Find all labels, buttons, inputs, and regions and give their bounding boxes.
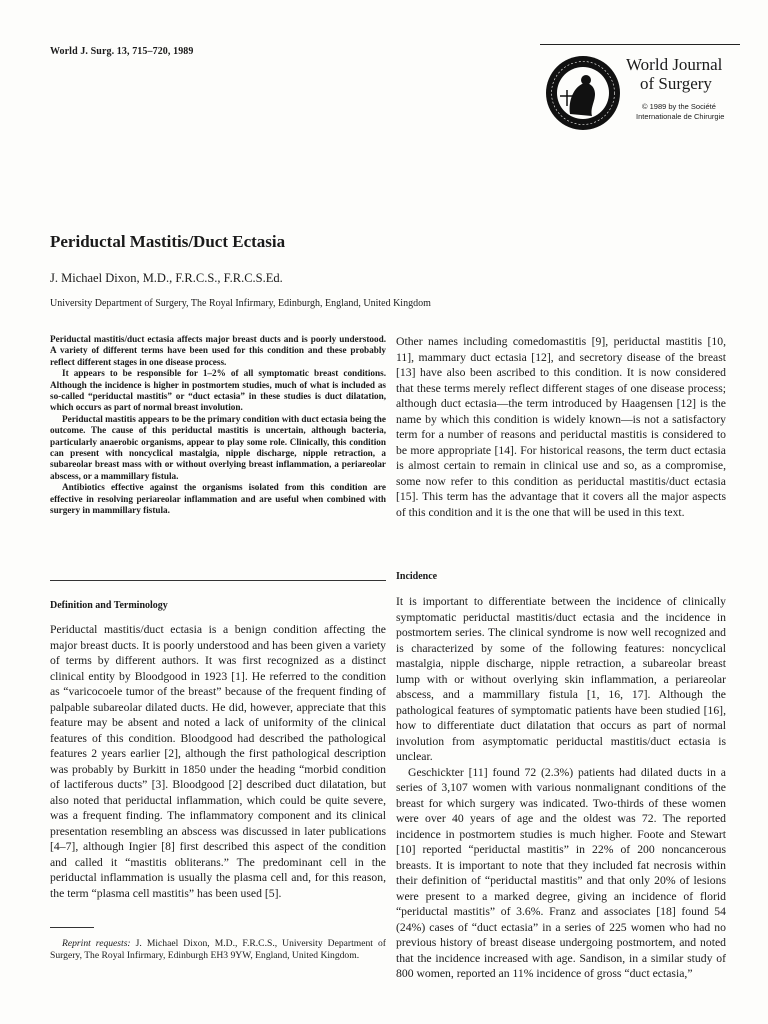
journal-citation: World J. Surg. 13, 715–720, 1989 — [50, 46, 194, 57]
abstract — [50, 334, 386, 517]
body-paragraph: Other names including comedomastitis [9], periductal mastitis [10, 11], mammary duct ectasia [12], and secretory disease of the breast [13] have also been ascribed to this condition. It is now considered that these terms merely reflect different stages of one disease process; although duct ectasia—the term introduced by Haagensen [12] is the name by which this condition is widely known—is not a satisfactory term for a number of reasons and periductal mastitis is considered to be more appropriate [14]. For historical reasons, the term duct ectasia is almost certain to remain in clinical use and so, as a compromise, some now refer to this condition as periductal mastitis/duct ectasia [15]. This term has the advantage that it covers all the major aspects of this condition and it is the one that will be used in this text. — [396, 335, 726, 519]
copyright-notice: © 1989 by the Société Internationale de Chirurgie — [636, 102, 725, 121]
abstract-divider — [50, 580, 386, 581]
footnote-label: Reprint requests: — [62, 938, 131, 949]
journal-seal-logo — [540, 50, 626, 136]
article-title: Periductal Mastitis/Duct Ectasia — [50, 232, 286, 251]
section-heading-incidence: Incidence — [396, 571, 438, 582]
reprint-footnote — [50, 938, 386, 962]
abstract-paragraph: It appears to be responsible for 1–2% of all symptomatic breast conditions. Although the incidence is higher in postmortem studies, much of what is included as so-called “periductal mastitis” or “duct ectasia” in these studies is duct dilatation, which occurs as part of normal breast involution. — [50, 368, 386, 413]
journal-masthead — [540, 44, 740, 140]
body-paragraph: Geschickter [11] found 72 (2.3%) patients had dilated ducts in a series of 3,107 women with various nonmalignant conditions of the breast for which surgery was indicated. Two-thirds of these women were over 40 years of age and the oldest was 72. The reported incidence in postmortem studies is much higher. Foote and Stewart [10] reported “periductal mastitis” in 22% of 200 noncancerous breasts. It is important to note that they included fat necrosis within their definition of “periductal mastitis” and that only 20% of lesions were present to a marked degree, giving an incidence of florid “periductal mastitis” of 3.6%. Franz and associates [18] found 54 (24%) cases of “duct ectasia” in a series of 225 women who had no previous history of breast disease undergoing postmortem, and noted that the incidence increased with age. Sandison, in a similar study of 800 women, reported an 11% incidence of gross “duct ectasia,” — [396, 765, 726, 980]
author-line: J. Michael Dixon, M.D., F.R.C.S., F.R.C.S.Ed. — [50, 271, 283, 285]
footnote-text: J. Michael Dixon, M.D., F.R.C.S., University Department of Surgery, The Royal Infirmary, Edinburgh EH3 9YW, England, United Kingdom. — [50, 938, 386, 961]
author-affiliation: University Department of Surgery, The Royal Infirmary, Edinburgh, England, United Kingdom — [50, 298, 431, 309]
section-body-incidence — [396, 594, 726, 982]
section-body-definition — [50, 622, 386, 901]
footnote-divider — [50, 927, 94, 928]
section-heading-definition: Definition and Terminology — [50, 600, 168, 611]
abstract-paragraph: Antibiotics effective against the organisms isolated from this condition are effective in resolving periareolar inflammation and are useful when combined with surgery in mammillary fistula. — [50, 482, 386, 516]
abstract-paragraph: Periductal mastitis/duct ectasia affects major breast ducts and is poorly understood. A variety of different terms have been used for this condition and these probably reflect different stages in one disease process. — [50, 334, 386, 367]
masthead-rule — [540, 44, 740, 45]
journal-name: World Journal of Surgery — [626, 55, 723, 93]
body-paragraph: Periductal mastitis/duct ectasia is a benign condition affecting the major breast ducts. It is poorly understood and has been given a variety of terms by different authors. It was first recognized as a distinct clinical entity by Bloodgood in 1923 [1]. He referred to the condition as “varicocoele tumor of the breast” because of the frequent finding of palpable subareolar dilated ducts. He did, however, appreciate that this feature may be absent and noted a lack of uniformity of the clinical features of this condition. Bloodgood had described the pathological features 2 years earlier [2], although the first pathological description was probably by Burkitt in 1850 under the heading “morbid condition of lactiferous ducts” [3]. Bloodgood [2] described duct dilatation, but also noted that periductal inflammation, which could be quite severe, was a frequent finding. The inflammatory component and its clinical presentation resembling an abscess was discussed in later publications [4–7], although Ingier [8] first described this aspect of the condition and called it “mastitis obliterans.” The predominant cell in the periductal inflammation is usually the plasma cell and, for this reason, the term “plasma cell mastitis” has been used [5]. — [50, 623, 386, 900]
body-paragraph: It is important to differentiate between the incidence of clinically symptomatic periductal mastitis/duct ectasia and the incidence in postmortem series. The clinical syndrome is now well recognized and is characterized by some of the following features: noncyclical mastalgia, nipple discharge, nipple retraction, a subareolar breast lump with or without overlying skin inflammation, a periareolar abscess, and a mammillary fistula [1, 16, 17]. Although the pathological features of symptomatic patients have been studied [16], how to differentiate duct dilatation that occurs as part of normal involution from asymptomatic periductal mastitis/duct ectasia is unclear. — [396, 595, 726, 763]
terminology-continued — [396, 334, 726, 520]
abstract-paragraph: Periductal mastitis appears to be the primary condition with duct ectasia being the outcome. The cause of this periductal mastitis is uncertain, although bacteria, particularly anaerobic organisms, appear to play some role. Clinically, this condition can present with noncyclical mastalgia, nipple discharge, nipple retraction, a subareolar breast mass with or without overlying breast inflammation, a periareolar abscess, or a mammillary fistula. — [50, 413, 386, 481]
